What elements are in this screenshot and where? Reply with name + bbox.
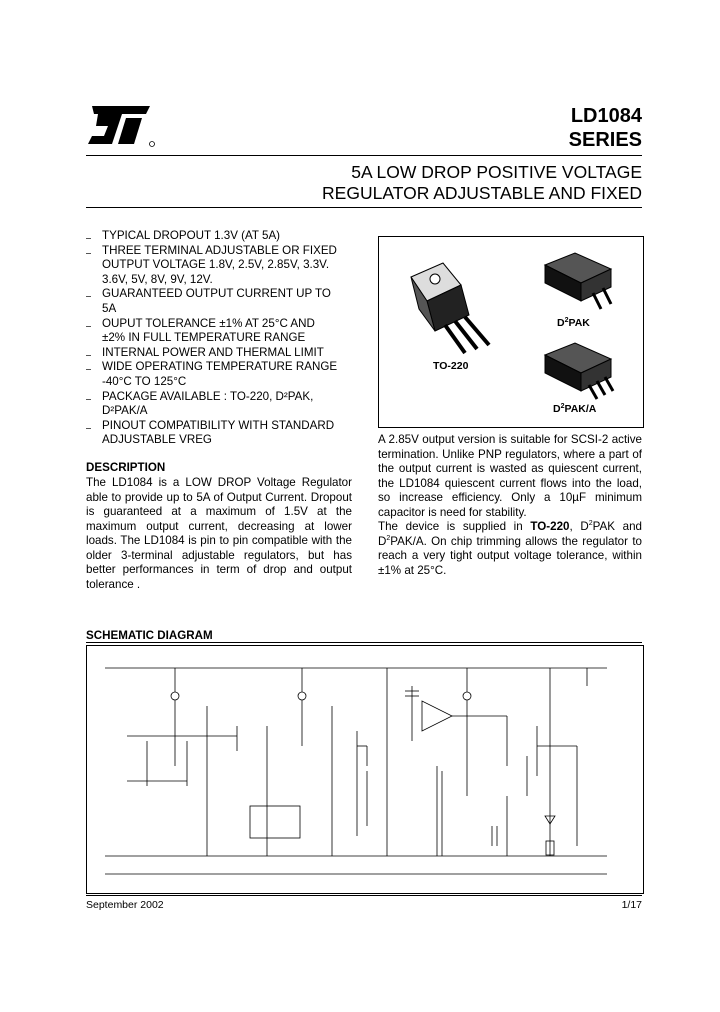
bullet-icon — [86, 352, 91, 356]
st-logo — [86, 104, 156, 148]
feature-item — [86, 244, 356, 288]
feature-item — [86, 360, 356, 389]
feature-item — [86, 346, 356, 361]
feature-list — [86, 229, 356, 448]
description-text: The LD1084 is a LOW DROP Voltage Regulator able to provide up to 5A of Output Current. Dropout is guaranteed at a maximum of 1.5V at the maximum output current, decreasing at lower loads. The LD1084 is pin to pin compatible with the older 3-terminal adjustable regulators, but has better performances in term of drop and output tolerance . — [86, 476, 352, 591]
bullet-icon — [86, 366, 91, 370]
footer-date: September 2002 — [86, 899, 164, 911]
feature-line: INTERNAL POWER AND THERMAL LIMIT — [102, 345, 324, 359]
bullet-icon — [86, 425, 91, 429]
schematic-diagram — [87, 646, 643, 893]
feature-item — [86, 390, 356, 419]
footer-page-number: 1/17 — [621, 899, 642, 911]
feature-item — [86, 317, 356, 346]
feature-line: WIDE OPERATING TEMPERATURE RANGE — [102, 360, 338, 374]
title-rule — [86, 207, 642, 208]
description-heading: DESCRIPTION — [86, 461, 166, 474]
feature-line: GUARANTEED OUTPUT CURRENT UP TO — [102, 287, 331, 301]
schematic-rule — [86, 642, 642, 643]
footer-rule — [86, 895, 642, 896]
header-rule — [86, 155, 642, 156]
series-label: SERIES — [568, 129, 642, 151]
title-line-2: REGULATOR ADJUSTABLE AND FIXED — [322, 183, 642, 203]
feature-line: TYPICAL DROPOUT 1.3V (AT 5A) — [102, 229, 281, 242]
to220-label: TO-220 — [433, 360, 469, 372]
feature-line: ±2% IN FULL TEMPERATURE RANGE — [102, 331, 306, 345]
feature-line: D²PAK/A — [102, 404, 148, 418]
feature-line: OUTPUT VOLTAGE 1.8V, 2.5V, 2.85V, 3.3V. — [102, 258, 330, 272]
bullet-icon — [86, 396, 91, 400]
title-line-1: 5A LOW DROP POSITIVE VOLTAGE — [351, 162, 642, 182]
package-images-box — [378, 236, 644, 428]
feature-line: 5A — [102, 301, 117, 315]
part-number: LD1084 — [570, 105, 642, 127]
feature-item — [86, 419, 356, 448]
feature-item — [86, 229, 356, 244]
bullet-icon — [86, 293, 91, 297]
part-number-block — [569, 104, 642, 152]
schematic-heading: SCHEMATIC DIAGRAM — [86, 629, 213, 642]
document-title — [322, 162, 642, 204]
feature-line: PINOUT COMPATIBILITY WITH STANDARD — [102, 418, 335, 432]
schematic-diagram-box — [86, 645, 644, 894]
feature-line: -40°C TO 125°C — [102, 374, 187, 388]
d2pak-label: $D^2PAK$ — [557, 317, 590, 329]
feature-line: THREE TERMINAL ADJUSTABLE OR FIXED — [102, 243, 337, 257]
bullet-icon — [86, 250, 91, 254]
right-column-text — [378, 433, 642, 578]
feature-line: PACKAGE AVAILABLE : TO-220, D²PAK, — [102, 389, 314, 403]
d2paka-label: $D^2PAK/A$ — [553, 403, 597, 415]
to220-package-image — [397, 249, 507, 359]
bullet-icon — [86, 323, 91, 327]
d2paka-package-image — [539, 337, 619, 403]
d2pak-package-image — [539, 247, 619, 315]
right-paragraph-1: A 2.85V output version is suitable for SCSI-2 active termination. Unlike PNP regulators, where a part of the output current is wasted as quiescent current, the LD1084 quiescent current flows into the load, so increase efficiency. Only a 10µF minimum capacitor is need for stability. — [378, 433, 642, 519]
feature-item — [86, 287, 356, 316]
feature-line: 3.6V, 5V, 8V, 9V, 12V. — [102, 272, 213, 286]
feature-line: ADJUSTABLE VREG — [102, 433, 212, 447]
bullet-icon — [86, 235, 91, 239]
feature-line: OUPUT TOLERANCE ±1% AT 25°C AND — [102, 316, 315, 330]
right-paragraph-2: The device is supplied in TO-220, $D^2PAK$ and $D^2PAK/A$. On chip trimming allows the regulator to reach a very tight output voltage tolerance, within ±1% at 25°C. — [378, 520, 642, 577]
